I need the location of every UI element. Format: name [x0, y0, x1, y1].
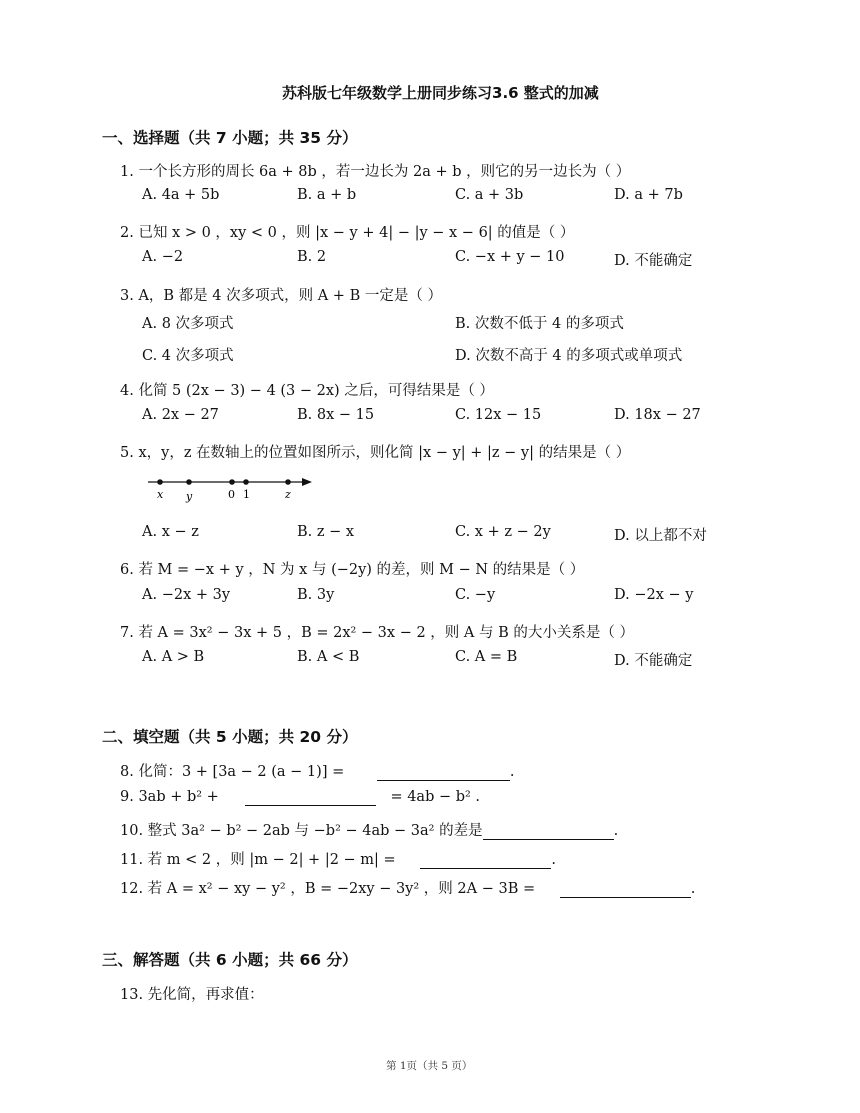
question-1-option-c: C. a + 3b	[455, 187, 524, 203]
question-9-end: = 4ab − b² .	[390, 789, 481, 805]
number-line-point-y	[186, 479, 192, 485]
question-8-answer-blank[interactable]	[377, 764, 510, 781]
question-8	[120, 760, 514, 781]
number-line-point-0	[229, 479, 235, 485]
question-6-option-d: D. −2x − y	[614, 587, 694, 603]
number-line-point-x	[157, 479, 163, 485]
question-12-stem: 12. 若 A = x² − xy − y² ，B = −2xy − 3y² ，则 2A − 3B =	[120, 881, 536, 897]
number-line-label-y: y	[186, 490, 193, 503]
number-line-point-z	[285, 479, 291, 485]
question-12-answer-blank[interactable]	[560, 881, 691, 898]
question-5-option-c: C. x + z − 2y	[455, 524, 551, 540]
question-6-stem: 6. 若 M = −x + y ，N 为 x 与 (−2y) 的差，则 M − N 的结果是（ ）	[120, 562, 585, 578]
question-11-stem: 11. 若 m < 2 ，则 |m − 2| + |2 − m| =	[120, 852, 396, 868]
question-2-stem: 2. 已知 x > 0 ，xy < 0 ，则 |x − y + 4| − |y − x − 6| 的值是（ ）	[120, 225, 575, 241]
question-3-option-a: A. 8 次多项式	[142, 316, 234, 332]
question-2-option-c: C. −x + y − 10	[455, 249, 565, 265]
question-3-stem: 3. A，B 都是 4 次多项式，则 A + B 一定是（ ）	[120, 288, 442, 304]
question-12-end: .	[690, 881, 696, 897]
page-footer: 第 1页（共 5 页）	[386, 1060, 473, 1072]
question-10-end: .	[613, 823, 619, 839]
question-2-option-b: B. 2	[297, 249, 327, 265]
question-4-option-c: C. 12x − 15	[455, 407, 542, 423]
question-5-stem: 5. x，y，z 在数轴上的位置如图所示，则化简 |x − y| + |z − y| 的结果是（ ）	[120, 445, 631, 461]
question-4-option-b: B. 8x − 15	[297, 407, 375, 423]
question-10-stem: 10. 整式 3a² − b² − 2ab 与 −b² − 4ab − 3a² 的差是	[120, 823, 483, 839]
number-line-label-z: z	[285, 488, 291, 501]
number-line-label-1: 1	[243, 488, 250, 501]
question-7-option-d: D. 不能确定	[614, 653, 693, 669]
question-12	[120, 877, 695, 898]
question-10-answer-blank[interactable]	[483, 823, 614, 840]
question-5-option-d: D. 以上都不对	[614, 528, 707, 544]
section-heading-choice: 一、选择题（共 7 小题；共 35 分）	[102, 129, 358, 147]
question-3-option-c: C. 4 次多项式	[142, 348, 234, 364]
section-heading-answer: 三、解答题（共 6 小题；共 66 分）	[102, 951, 358, 969]
question-1-option-d: D. a + 7b	[614, 187, 683, 203]
section-heading-fill: 二、填空题（共 5 小题；共 20 分）	[102, 728, 358, 746]
question-5-option-a: A. x − z	[142, 524, 199, 540]
number-line-point-1	[243, 479, 249, 485]
question-1-option-a: A. 4a + 5b	[142, 187, 220, 203]
question-9-answer-blank[interactable]	[245, 789, 376, 806]
question-11-end: .	[551, 852, 556, 868]
question-13-stem: 13. 先化简，再求值：	[120, 987, 264, 1003]
question-7-stem: 7. 若 A = 3x² − 3x + 5 ，B = 2x² − 3x − 2 ，则 A 与 B 的大小关系是（ ）	[120, 625, 634, 641]
question-1-option-b: B. a + b	[297, 187, 357, 203]
number-line-label-0: 0	[228, 488, 235, 501]
question-4-option-d: D. 18x − 27	[614, 407, 701, 423]
question-5-option-b: B. z − x	[297, 524, 355, 540]
question-4-option-a: A. 2x − 27	[142, 407, 219, 423]
question-9-stem: 9. 3ab + b² +	[120, 789, 219, 805]
number-line-label-x: x	[157, 488, 164, 501]
question-6-option-c: C. −y	[455, 587, 496, 603]
number-line-figure	[140, 472, 320, 504]
question-8-end: .	[509, 764, 515, 780]
question-7-option-c: C. A = B	[455, 649, 518, 665]
question-2-option-d: D. 不能确定	[614, 253, 693, 269]
question-3-option-d: D. 次数不高于 4 的多项式或单项式	[455, 348, 683, 364]
question-10	[120, 819, 618, 840]
question-6-option-b: B. 3y	[297, 587, 335, 603]
question-3-option-b: B. 次数不低于 4 的多项式	[455, 316, 624, 332]
question-6-option-a: A. −2x + 3y	[142, 587, 231, 603]
question-1-stem: 1. 一个长方形的周长 6a + 8b ，若一边长为 2a + b ，则它的另一边长为（ ）	[120, 164, 631, 180]
question-8-stem: 8. 化简：3 + [3a − 2 (a − 1)] =	[120, 764, 345, 780]
number-line-arrow	[302, 478, 312, 486]
question-7-option-a: A. A > B	[142, 649, 205, 665]
question-9	[120, 789, 480, 806]
question-7-option-b: B. A < B	[297, 649, 360, 665]
question-11-answer-blank[interactable]	[420, 852, 551, 869]
question-2-option-a: A. −2	[142, 249, 184, 265]
question-11	[120, 848, 556, 869]
page-title: 苏科版七年级数学上册同步练习3.6 整式的加减	[282, 84, 599, 102]
question-4-stem: 4. 化简 5 (2x − 3) − 4 (3 − 2x) 之后，可得结果是（ ）	[120, 383, 494, 399]
